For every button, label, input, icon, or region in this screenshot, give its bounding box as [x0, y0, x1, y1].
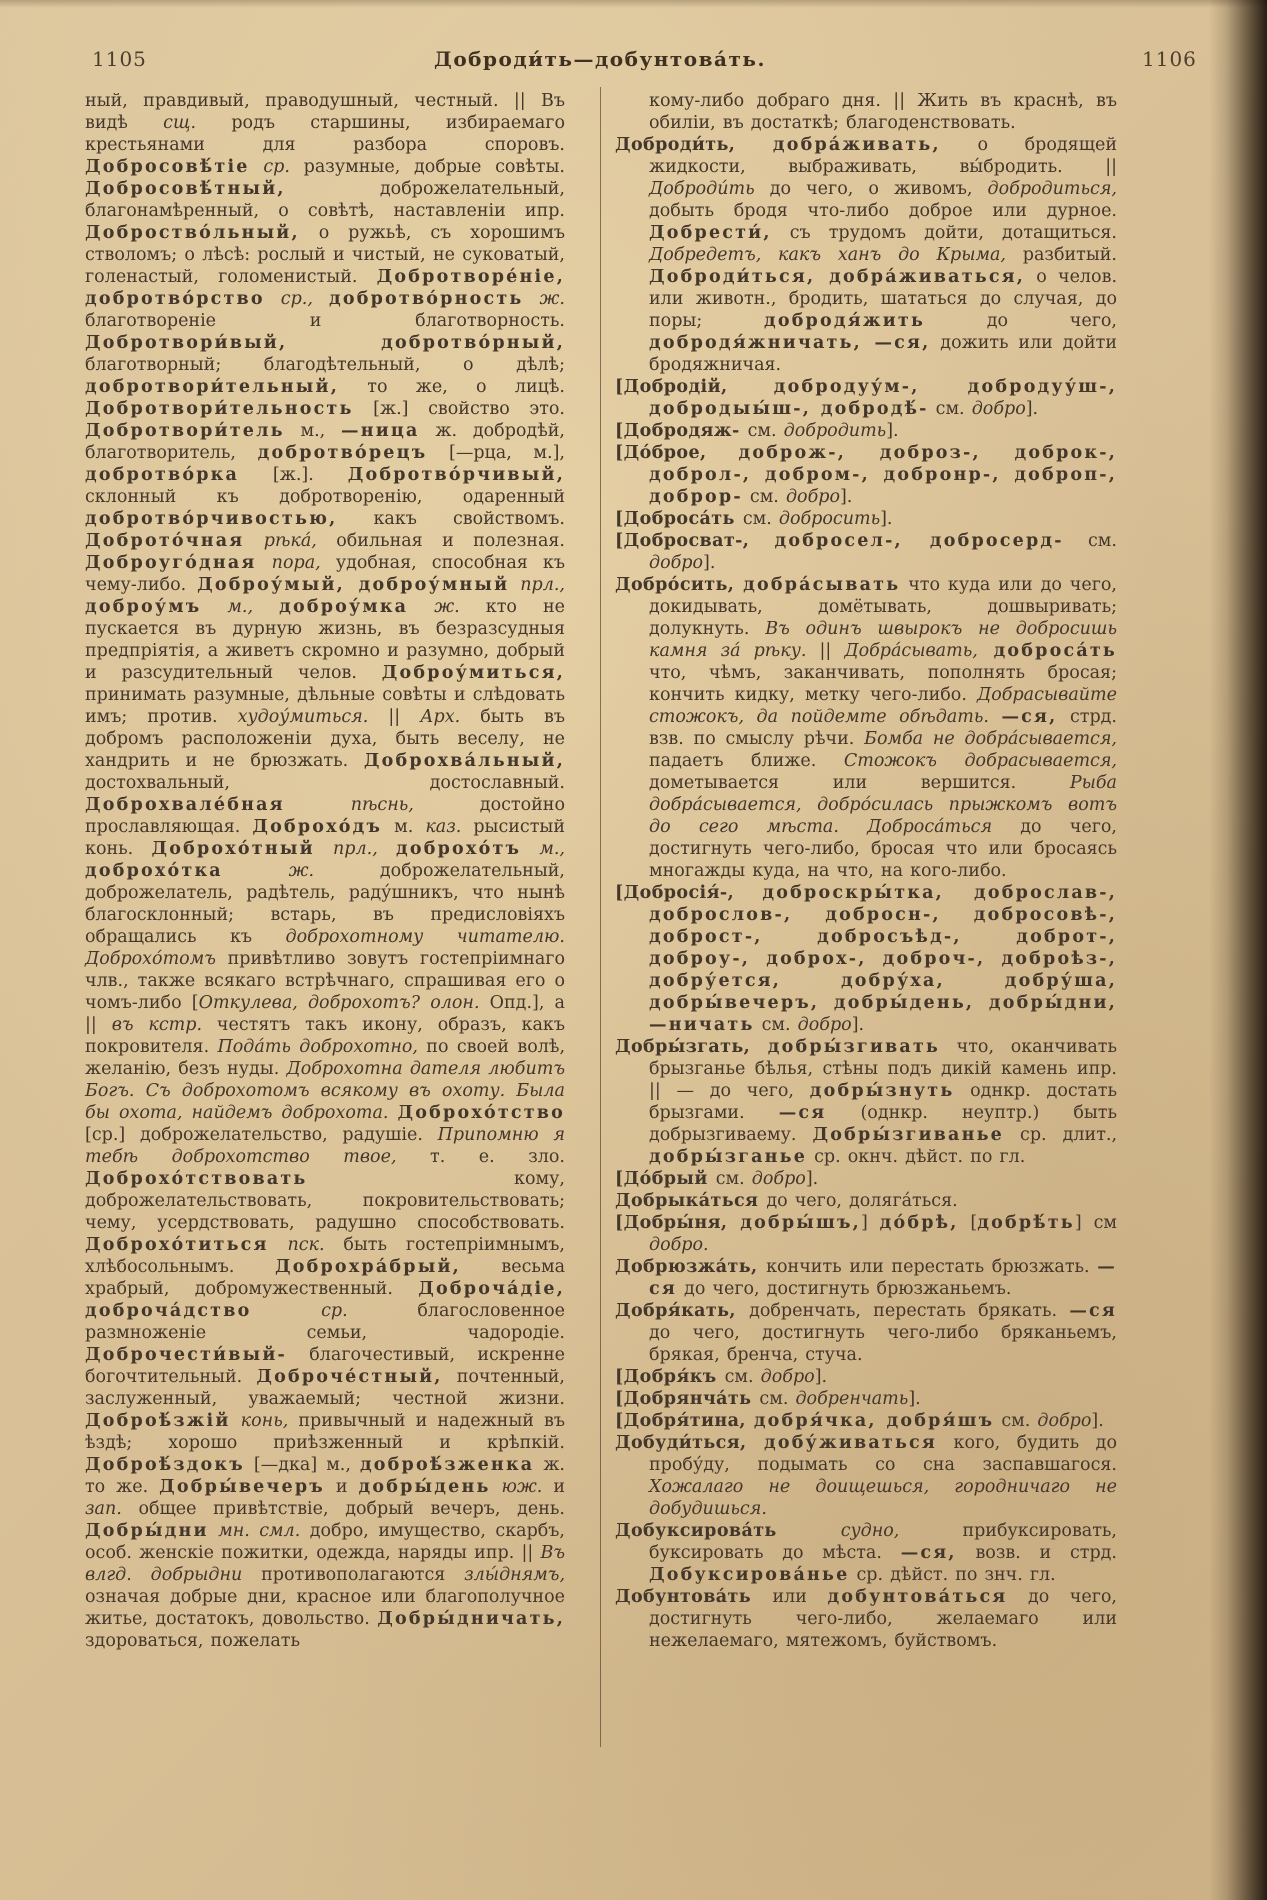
text-run: ]. [886, 421, 899, 441]
text-run: ср. окнч. дѣйст. по гл. [807, 1147, 1026, 1167]
text-run: достойно прославляющая. [85, 795, 565, 837]
text-run: ср. [249, 157, 304, 177]
dictionary-paragraph [615, 1036, 1117, 1168]
text-run: Доброхо́дъ [252, 817, 383, 837]
dictionary-paragraph [615, 574, 1117, 882]
text-run: доброжелательный, благонамѣренный, о совѣтѣ, наставленіи ипр. [85, 179, 565, 221]
text-run: что куда или до чего, докидывать, домётывать, дошвыривать; долукнуть. [649, 575, 1117, 639]
text-run: Доброди́ться, добра́живаться, [649, 267, 1026, 287]
text-run: Пода́ть доброхотно, [217, 1037, 418, 1057]
text-run: быть гостепріимнымъ, хлѣбосольнымъ. [85, 1235, 565, 1277]
text-run: [—рца, м.], [427, 443, 565, 463]
text-run: м., [201, 597, 280, 617]
text-run: доброѣ́зженка [359, 1455, 535, 1475]
running-title: Доброди́ть—добунтова́ть. [434, 47, 766, 71]
text-run: однкр. достать брызгами. [649, 1081, 1117, 1123]
text-run: кому-либо добраго дня. || Жить въ краснѣ, въ обиліи, въ достаткѣ; благоденствовать. [649, 91, 1117, 133]
text-run: ] см [1074, 1213, 1118, 1233]
text-run: юж. [490, 1477, 554, 1497]
text-run: стрд. взв. по смыслу рѣчи. [649, 707, 1117, 749]
text-run: Добрести́, [649, 223, 772, 243]
text-run: Добросовѣ́тіе [85, 157, 250, 177]
text-run: —ся [778, 1103, 827, 1123]
text-run: доброхо́тъ [396, 839, 522, 859]
dictionary-paragraph [615, 420, 1117, 442]
text-run: удобная, способная къ чему-либо. [85, 553, 565, 595]
text-run: пѣснь, [284, 795, 414, 815]
dictionary-paragraph [615, 1212, 1117, 1256]
text-run: добросить [778, 509, 881, 529]
text-run: см. [759, 1389, 796, 1409]
text-run: [Доброса́ть [615, 509, 743, 529]
text-run: дожить или дойти бродяжничая. [649, 333, 1117, 375]
text-run: добра́сывать [743, 575, 901, 595]
text-run: рысистый конь. [85, 817, 565, 859]
text-run: —ница [341, 421, 420, 441]
text-run: Добуксирова́нье [649, 1565, 850, 1585]
text-run: [Добря́къ [615, 1367, 725, 1387]
text-run: добунтова́ться [827, 1587, 1008, 1607]
text-run: ж. то же. [85, 1455, 565, 1497]
text-run: прибуксировать, буксировать до мѣста. [649, 1521, 1117, 1563]
text-run: Доброѣ́здокъ [85, 1455, 245, 1475]
dictionary-paragraph [615, 134, 1117, 376]
text-run: Опд.], а || [85, 993, 565, 1035]
text-run: [ж.] свойство это. [353, 399, 565, 419]
text-run: —ся, [900, 1543, 957, 1563]
text-run: Добры́згать, [615, 1037, 768, 1057]
text-run: кто не пускается въ дурную жизнь, въ безразсудныя предпріятія, а живетъ скромно и разумно, добрый и разсудительный челов. [85, 597, 565, 683]
dictionary-paragraph [615, 882, 1117, 1036]
text-run: олон. [420, 993, 490, 1013]
text-run: Доброхо́тство [397, 1103, 565, 1123]
text-run: благословенное размноженіе семьи, чадородіе. [85, 1301, 565, 1343]
text-run: достохвальный, достославный. [85, 773, 565, 793]
text-run: добро [751, 1169, 806, 1189]
dictionary-paragraph [615, 1300, 1117, 1366]
text-run: добро [785, 487, 840, 507]
dictionary-paragraph [615, 1432, 1117, 1520]
text-run: доброжелательный, доброжелатель, радѣтель, раду́шникъ, что нынѣ благосклонный; встарь, въ предисловіяхъ обращались къ [85, 861, 565, 947]
text-run: до́брѣ, [879, 1213, 959, 1233]
text-run: Доброхвале́бная [85, 795, 285, 815]
page-number-left: 1105 [92, 47, 147, 71]
text-run: доброхотному читателю. Доброхо́томъ [85, 927, 565, 969]
text-run: зап. [85, 1499, 139, 1519]
text-run: до чего, доляга́ться. [766, 1191, 958, 1211]
text-run: добро [1037, 1411, 1092, 1431]
text-run: ]. [1091, 1411, 1104, 1431]
text-run: Стожокъ добрасывается, [843, 751, 1117, 771]
text-run: см. [928, 399, 972, 419]
text-run: Доброуго́дная [85, 553, 257, 573]
text-run: противополагаются [242, 1565, 465, 1585]
dictionary-paragraph [615, 90, 1117, 134]
dictionary-paragraph [615, 1520, 1117, 1586]
text-run: [Добросват-, [615, 531, 775, 551]
text-run: привѣтливо зовутъ гостепріимнаго члв., также всякаго встрѣчнаго, спрашивая его о чомъ-либо [ [85, 949, 565, 1013]
text-run: м., [284, 421, 342, 441]
text-run: то же, о лицѣ. [339, 377, 565, 397]
dictionary-paragraph [615, 1256, 1117, 1300]
text-run: Добротворе́ніе, добротво́рство [85, 267, 565, 309]
text-run: по своей волѣ, желанію, безъ нуды. [85, 1037, 566, 1079]
text-run: ]. [880, 509, 893, 529]
dictionary-paragraph [615, 1388, 1117, 1410]
text-run: пора, [256, 553, 321, 573]
text-run: ]. [703, 553, 716, 573]
text-run: Въ одинъ швырокъ не добросишь камня за́ рѣку. [649, 619, 1117, 661]
text-run: Откулева, доброхотъ? [198, 993, 421, 1013]
text-run: злы́днямъ, [464, 1565, 566, 1585]
text-run [989, 707, 1002, 727]
dictionary-paragraph [615, 442, 1117, 508]
text-run: [ [958, 1213, 978, 1233]
text-run: добры́згивать [767, 1037, 941, 1057]
text-run: кончить или перестать брюзжать. [766, 1257, 1098, 1277]
text-run: Добунтова́ть [615, 1587, 773, 1607]
text-run: Добры́дни [85, 1521, 209, 1541]
text-run: добря́чка, добря́шъ [753, 1411, 995, 1431]
dictionary-paragraph [615, 1168, 1117, 1190]
text-run: Добротвори́тель [85, 421, 285, 441]
text-run: Въ влгд. добрыдни [85, 1543, 565, 1585]
text-run: (однкр. неуптр.) быть добрызгиваему. [649, 1103, 1118, 1145]
text-run: Добря́кать, [615, 1301, 750, 1321]
text-run: ]. [1025, 399, 1039, 419]
text-run: добротво́рка [85, 465, 240, 485]
text-run: [ср.] доброжелательство, радушіе. [85, 1125, 438, 1145]
text-run: добротвори́тельный, [85, 377, 340, 397]
text-run: Доброчести́вый- [85, 1345, 287, 1365]
text-run: мн. смл. [208, 1521, 310, 1541]
text-run: ср. длит., [1004, 1125, 1118, 1145]
text-run: [Добрянча́ть [615, 1389, 760, 1409]
text-run: м. [382, 817, 426, 837]
text-run: Добротвори́тельность [85, 399, 354, 419]
text-run: привычный и надежный въ ѣздѣ; хорошо приѣзженный и крѣпкій. [85, 1411, 566, 1453]
text-run: [Добря́тина, [615, 1411, 754, 1431]
text-run: [Добросія́-, [615, 883, 763, 903]
text-run: или [772, 1587, 828, 1607]
text-run: какъ свойствомъ. [337, 509, 565, 529]
text-run: [Добродій, [615, 377, 774, 397]
scan-edge-shadow [1209, 0, 1267, 1900]
text-run: Доброхо́тный [151, 839, 315, 859]
text-run: Добуксирова́ть [615, 1521, 841, 1541]
text-run: конь, [230, 1411, 289, 1431]
text-run: добро [760, 1367, 815, 1387]
text-run: добро, имущество, скарбъ, особ. женскіе пожитки, одежда, наряды ипр. || [85, 1521, 565, 1563]
text-run: см. [994, 1411, 1038, 1431]
text-run: рѣка́, [244, 531, 317, 551]
text-run: добу́живаться [763, 1433, 938, 1453]
text-run: кого, будить до пробу́ду, подымать со сна заспавшагося. [649, 1433, 1117, 1475]
text-run: см. [747, 421, 784, 441]
text-run: Доброто́чная [85, 531, 245, 551]
text-run: [ж.]. [239, 465, 348, 485]
text-run: Доброче́стный, [256, 1367, 443, 1387]
text-run: каз. [425, 817, 474, 837]
text-run: || [806, 641, 845, 661]
text-run: Доброхотна дателя любитъ Богъ. Съ доброхотомъ всякому въ охоту. Была бы охота, найдемъ доброхота. [85, 1059, 565, 1123]
text-run: добродиться, [987, 179, 1117, 199]
text-run: Доброхра́брый, [274, 1257, 461, 1277]
text-run: добрѣ́ть [977, 1213, 1075, 1233]
text-run: ср., [264, 289, 329, 309]
text-run: см. [724, 1367, 761, 1387]
column-divider-rule [600, 87, 601, 1747]
text-run: —ся [1069, 1301, 1117, 1321]
text-run: разбитый. [1006, 245, 1117, 265]
text-run: см. [715, 1169, 752, 1189]
text-run: ный, правдивый, праводушный, честный. || Въ видѣ [85, 91, 565, 133]
text-run: добры́зганье [649, 1147, 808, 1167]
text-run: Добры́дничать, [377, 1609, 565, 1629]
text-run: принимать разумные, дѣльные совѣты и слѣдовать имъ; против. [85, 685, 565, 727]
left-column [85, 90, 565, 1652]
text-run: см. [742, 509, 779, 529]
text-run: [Добры́ня, [615, 1213, 741, 1233]
text-run: сщ. [163, 113, 197, 133]
text-run: и [553, 1477, 565, 1497]
text-run: Припомню я тебѣ доброхотство твое, [85, 1125, 565, 1167]
text-run: добренчать, перестать брякать. [749, 1301, 1070, 1321]
text-run: добыть бродя что-либо доброе или дурное. [649, 201, 1117, 221]
dictionary-paragraph [615, 1366, 1117, 1388]
text-run: доброу́мъ [85, 597, 202, 617]
text-run: ]. [805, 1169, 819, 1189]
text-run: что, чѣмъ, заканчивать, пополнять бросая; кончить кидку, метку чего-либо. [649, 663, 1117, 705]
text-run: [Добродяж- [615, 421, 748, 441]
text-run: —ся, [1001, 707, 1058, 727]
text-run: ]. [908, 1389, 921, 1409]
text-run: добры́знуть [809, 1081, 955, 1101]
text-run: и [324, 1477, 359, 1497]
text-run: добросел-, добросерд- [774, 531, 1064, 551]
text-run: доброу́мка [279, 597, 409, 617]
text-run: Добротвори́вый, добротво́рный, [85, 333, 565, 353]
text-run: благочестивый, искренне богочтительный. [85, 1345, 565, 1387]
text-run: до чего, достигнуть чего-либо, бросая что или бросаясь многажды куда, на что, на кого-либо. [649, 817, 1117, 881]
text-run: добро [971, 399, 1026, 419]
text-run: о ружьѣ, съ хорошимъ стволомъ; о лѣсѣ: рослый и чистый, не суковатый, голенастый, голоменистый. [85, 223, 565, 287]
text-run: Добро́сить, [615, 575, 744, 595]
text-run: ]. [814, 1367, 828, 1387]
text-run: кому, доброжелательствовать, покровительствовать; чему, усердствовать, радушно способствовать. [85, 1169, 565, 1233]
text-run: [—дка] м., [244, 1455, 360, 1475]
text-run: добродуу́м-, добродуу́ш-, добродыы́ш-, добродѣ́- [649, 377, 1117, 419]
text-run: ср. [251, 1301, 418, 1321]
text-run: Добротво́рчивый, [347, 465, 565, 485]
text-run: добро. [649, 1235, 709, 1255]
text-run: Бомба не добра́сывается, [864, 729, 1117, 749]
text-run: ж. добродѣй, благотворитель, [85, 421, 565, 463]
text-run: Доброу́мый, доброу́мный [197, 575, 510, 595]
dictionary-paragraph [615, 1410, 1117, 1432]
text-run: добра́живать, [772, 135, 941, 155]
text-run: Рыба добра́сывается, добро́силась прыжкомъ вотъ до сего мѣста. Дοброса́ться [649, 773, 1117, 837]
text-run: возв. и стрд. [956, 1543, 1117, 1563]
scan-top-shadow [0, 0, 1267, 8]
dictionary-paragraph [615, 1190, 1117, 1212]
text-run: до чего, достигнуть чего-либо бряканьемъ, брякая, бренча, стуча. [649, 1323, 1117, 1365]
text-run: благотвореніе и благотворность. [85, 311, 565, 331]
text-run: ср. дѣйст. по знч. гл. [849, 1565, 1056, 1585]
text-run: до чего, [925, 311, 1117, 331]
text-run: ] [860, 1213, 880, 1233]
text-run: прл., [509, 575, 565, 595]
text-run: ж. [222, 861, 380, 881]
text-run: означая добрые дни, красное или благополучное житье, достатокъ, довольство. [85, 1587, 565, 1629]
text-run: родъ старшины, избираемаго крестьянами для разбора споровъ. [85, 113, 565, 155]
text-run: ]. [839, 487, 853, 507]
text-run: Доброди́ть [649, 179, 755, 199]
text-run: падаетъ ближе. [649, 751, 844, 771]
text-run: добро [797, 1015, 852, 1035]
text-run: т. е. зло. [396, 1147, 565, 1167]
text-run: Добры́згиванье [812, 1125, 1004, 1145]
text-run: Добуди́ться, [615, 1433, 764, 1453]
text-run: добро [649, 553, 704, 573]
text-run: съ трудомъ дойти, дотащиться. [771, 223, 1117, 243]
text-run: весьма храбрый, добромужественный. [85, 1257, 565, 1299]
text-run: добротво́рчивостью, [85, 509, 338, 529]
text-run: см. [1063, 531, 1117, 551]
text-run: добродить [783, 421, 887, 441]
text-run: до чего, достигнуть чего-либо, желаемаго или нежелаемаго, мятежомъ, буйствомъ. [649, 1587, 1117, 1651]
text-run: Добрюзжа́ть, [615, 1257, 767, 1277]
dictionary-paragraph [615, 1586, 1117, 1652]
dictionary-paragraph [615, 508, 1117, 530]
text-run: добры́шъ, [740, 1213, 861, 1233]
text-run: что, оканчивать брызганье бѣлья, стѣны подъ дикій камень ипр. || — до чего, [649, 1037, 1117, 1101]
text-run: Доброство́льный, [85, 223, 300, 243]
text-run: Добрыка́ться [615, 1191, 767, 1211]
text-run: быть въ добромъ расположеніи духа, быть веселу, не хандрить и не брюзжать. [85, 707, 565, 771]
text-run: добротво́рецъ [257, 443, 428, 463]
right-column [615, 90, 1117, 1652]
text-run: доброхо́тка [85, 861, 223, 881]
text-run: Хожалаго не доищешься, городничаго не добудишься. [649, 1477, 1117, 1519]
text-run: до чего, достигнуть брюзжаньемъ. [676, 1279, 1012, 1299]
text-run: доброж-, доброз-, доброк-, доброл-, добром-, добронр-, доброп-, доброр- [649, 443, 1117, 507]
text-run: въ кстр. [111, 1015, 203, 1035]
dictionary-paragraph [615, 376, 1117, 420]
text-run: о челов. или животн., бродить, шататься до случая, до поры; [649, 267, 1118, 331]
text-run: Арх. [420, 707, 461, 727]
text-run: добренчать [795, 1389, 909, 1409]
text-run: Доброча́діе, доброча́дство [85, 1279, 565, 1321]
text-run: Доброѣ́зжій [85, 1411, 231, 1431]
text-run: худоу́миться. [237, 707, 369, 727]
text-run: ]. [851, 1015, 865, 1035]
text-run: Доброу́миться, [381, 663, 565, 683]
text-run: добродя́жничать, —ся, [649, 333, 931, 353]
text-run: —ся [649, 1257, 1117, 1299]
text-run: Добра́сывать, [844, 641, 978, 661]
text-run: почтенный, заслуженный, уважаемый; честной жизни. [85, 1367, 565, 1409]
text-run: пск. [268, 1235, 344, 1255]
text-run: Добры́вечеръ [159, 1477, 325, 1497]
text-run: склонный къ добротворенію, одаренный [85, 487, 565, 507]
text-run: судно, [840, 1521, 900, 1541]
text-run: [До́брое, [615, 443, 739, 463]
text-run: см. [742, 487, 786, 507]
text-run: добротво́рность [328, 289, 524, 309]
dictionary-paragraph [615, 530, 1117, 574]
text-run: благотворный; благодѣтельный, о дѣлѣ; [85, 355, 565, 375]
text-run: честятъ такъ икону, образъ, какъ покровителя. [85, 1015, 565, 1057]
text-run: Доброхо́тствовать [85, 1169, 308, 1189]
page-number-right: 1106 [1142, 47, 1197, 71]
text-run: прл., [314, 839, 397, 859]
text-run: Доброди́ть, [615, 135, 773, 155]
text-run: добры́день [358, 1477, 491, 1497]
text-run: добродя́жить [763, 311, 926, 331]
text-run: дометывается или вершится. [649, 773, 1070, 793]
text-run: Добрасывайте стожокъ, да пойдемте обѣдать. [649, 685, 1117, 727]
text-run: Добросовѣ́тный, [85, 179, 286, 199]
text-run: м., [521, 839, 565, 859]
text-run: Доброхо́титься [85, 1235, 269, 1255]
text-run: здороваться, пожелать [85, 1631, 300, 1651]
text-run: обильная и полезная. [316, 531, 565, 551]
text-run: см. [754, 1015, 798, 1035]
dictionary-paragraph [85, 90, 565, 1652]
text-run: доброскры́тка, доброслав-, доброслов-, добросн-, добросовѣ-, доброст-, добросъѣд-, доброт-, доброу-, доброх-, доброч-, доброѣз-, добру́ется, добру́ха, добру́ша, добры́вечеръ, добры́день, добры́дни, —ничать [649, 883, 1117, 1035]
text-run: ж. [408, 597, 486, 617]
text-run: о бродящей жидкости, выбраживать, вы́бродить. || [649, 135, 1117, 177]
text-run: [До́брый [615, 1169, 716, 1189]
text-run: Добредетъ, какъ ханъ до Крыма, [649, 245, 1006, 265]
text-run: разумные, добрые совѣты. [303, 157, 565, 177]
text-run: доброса́ть [977, 641, 1118, 661]
text-run: || [368, 707, 421, 727]
text-run: до чего, о живомъ, [754, 179, 988, 199]
text-run: ж. [523, 289, 565, 309]
text-run: Доброхва́льный, [363, 751, 565, 771]
text-run: общее привѣтствіе, добрый вечеръ, день. [138, 1499, 565, 1519]
